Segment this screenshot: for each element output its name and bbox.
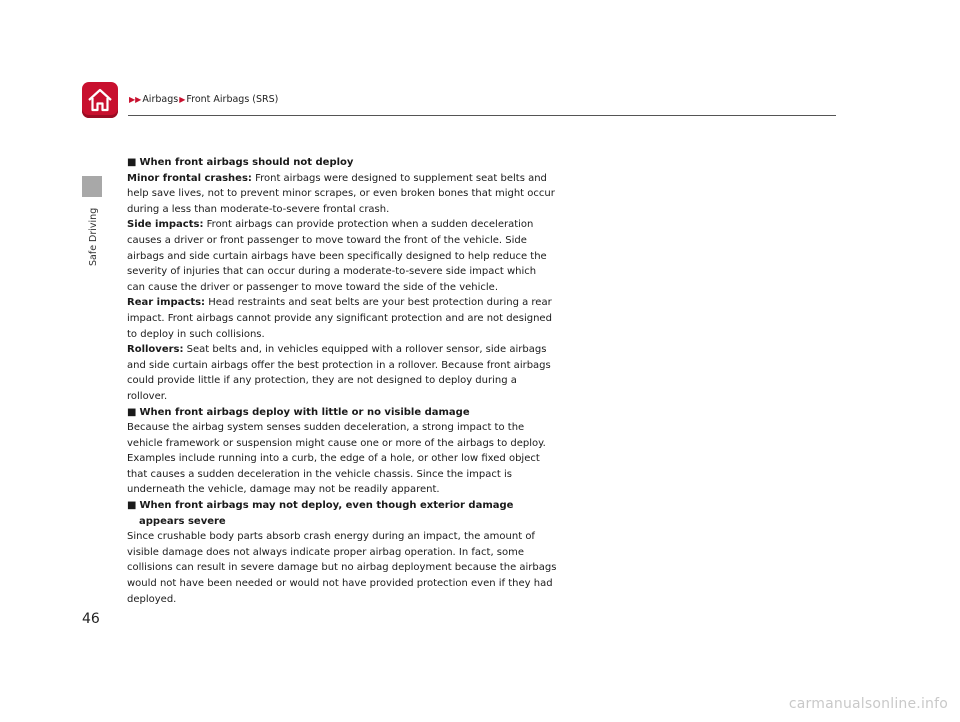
section-heading: ■ When front airbags deploy with little or no visible damage xyxy=(127,406,470,418)
paragraph: Because the airbag system senses sudden deceleration, a strong impact to the vehicle framework or suspension might cause one or more of the airbags to deploy. Examples include running into a curb, the edge of a hole, or other low fixed object that causes a sudden deceleration in the vehicle chassis. Since the impact is underneath the vehicle, damage may not be readily apparent. xyxy=(127,422,546,496)
paragraph: Rear impacts: Head restraints and seat belts are your best protection during a rear impact. Front airbags cannot provide any significant protection and are not designed to deploy in such collisions. xyxy=(127,297,552,340)
black-square-icon: ■ xyxy=(127,157,137,168)
section-heading: ■ When front airbags may not deploy, even though exterior damage appears severe xyxy=(127,500,514,527)
black-square-icon: ■ xyxy=(127,500,137,512)
paragraph: Side impacts: Front airbags can provide protection when a sudden deceleration causes a driver or front passenger to move toward the front of the vehicle. Side airbags and side curtain airbags have been specifically designed to help reduce the severity of injuries that can occur during a moderate-to-severe side impact which can cause the driver or passenger to move toward the side of the vehicle. xyxy=(127,219,547,293)
breadcrumb-item-front-airbags[interactable]: Front Airbags (SRS) xyxy=(186,94,279,105)
paragraph-label: Side impacts: xyxy=(127,219,204,231)
page-number: 46 xyxy=(82,611,100,627)
paragraph-label: Rollovers: xyxy=(127,344,184,356)
section-tab-marker xyxy=(82,176,102,197)
home-icon xyxy=(87,88,113,112)
home-button[interactable] xyxy=(82,82,118,118)
paragraph-label: Rear impacts: xyxy=(127,297,206,309)
paragraph: Rollovers: Seat belts and, in vehicles equipped with a rollover sensor, side airbags and side curtain airbags offer the best protection in a rollover. Because front airbags could provide little if any protection, they are not designed to deploy during a rollover. xyxy=(127,344,551,402)
paragraph-label: Minor frontal crashes: xyxy=(127,172,252,184)
header-divider xyxy=(128,115,836,116)
main-content xyxy=(127,155,557,607)
paragraph: Minor frontal crashes: Front airbags were designed to supplement seat belts and help save lives, not to prevent minor scrapes, or even broken bones that might occur during a less than moderate-to-severe frontal crash. xyxy=(127,172,555,215)
paragraph: Since crushable body parts absorb crash energy during an impact, the amount of visible damage does not always indicate proper airbag operation. In fact, some collisions can result in severe damage but no airbag deployment because the airbags would not have been needed or would not have provided protection even if they had deployed. xyxy=(127,531,557,605)
breadcrumb xyxy=(128,94,278,105)
double-triangle-right-icon: ▶▶ xyxy=(129,95,142,104)
breadcrumb-item-airbags[interactable]: Airbags xyxy=(142,94,179,105)
watermark: carmanualsonline.info xyxy=(788,696,948,712)
section-label: Safe Driving xyxy=(88,207,99,266)
black-square-icon: ■ xyxy=(127,406,137,418)
triangle-right-icon: ▶ xyxy=(179,95,186,104)
section-heading: ■ When front airbags should not deploy xyxy=(127,157,354,168)
